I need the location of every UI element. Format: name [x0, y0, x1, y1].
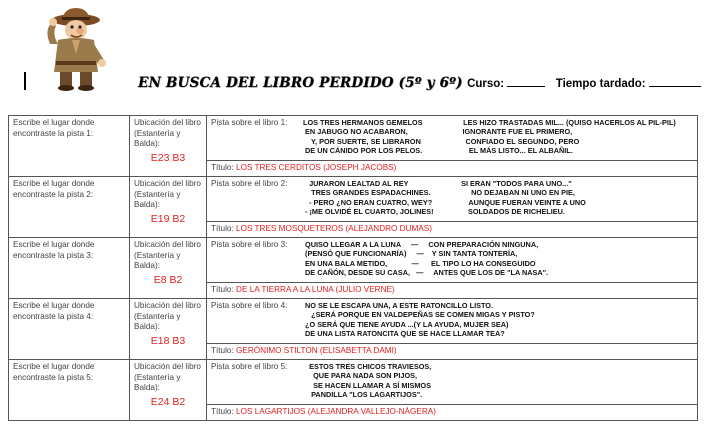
clue-cell: [207, 299, 698, 344]
location-label: Ubicación del libro (Estantería y Balda):: [134, 240, 201, 270]
book-title: LOS TRES CERDITOS (JOSEPH JACOBS): [236, 163, 397, 172]
clue-text: ESTOS TRES CHICOS TRAVIESOS, QUE PARA NADA SON PIJOS, SE HACEN LLAMAR A SÍ MISMOS PANDILLA "LOS LAGARTIJOS".: [309, 362, 432, 400]
place-label: Escribe el lugar donde encontraste la pista 5:: [13, 362, 95, 382]
worksheet-header: [138, 74, 698, 92]
clue-text: NO SE LE ESCAPA UNA, A ESTE RATONCILLO LISTO. ¿SERÁ PORQUE EN VALDEPEÑAS SE COMEN MIGAS Y PISTO? ¿O SERÁ QUE TIENE AYUDA ...(Y LA AYUDA, MUJER SEA) DE UNA LISTA RATONCITA QUE SE HACE LLAMAR TEA?: [305, 301, 535, 339]
title-label: Título:: [211, 346, 234, 355]
clue-text: QUISO LLEGAR A LA LUNA — CON PREPARACIÓN NINGUNA, (PENSÓ QUE FUNCIONARÍA) — Y SIN TANTA TONTERÍA, EN UNA BALA METIDO, — EL TIPO LO HA CONSEGUIDO DE CAÑÓN, DESDE SU CASA, — ANTES QUE LOS DE "LA NASA".: [305, 240, 549, 278]
location-label: Ubicación del libro (Estantería y Balda):: [134, 179, 201, 209]
title-cell[interactable]: [207, 161, 698, 177]
clue-cell: [207, 360, 698, 405]
curso-blank-field[interactable]: [507, 86, 545, 87]
page-title: EN BUSCA DEL LIBRO PERDIDO (5º y 6º): [138, 75, 463, 91]
place-label: Escribe el lugar donde encontraste la pista 2:: [13, 179, 95, 199]
title-label: Título:: [211, 224, 234, 233]
location-cell[interactable]: [130, 299, 207, 360]
location-cell[interactable]: [130, 116, 207, 177]
location-code: E18 B3: [150, 334, 186, 347]
location-label: Ubicación del libro (Estantería y Balda):: [134, 301, 201, 331]
location-code: E24 B2: [150, 395, 186, 408]
title-label: Título:: [211, 407, 234, 416]
clue-label: Pista sobre el libro 3:: [211, 240, 288, 249]
book-title: GERÓNIMO STILTON (ELISABETTA DAMI): [236, 346, 397, 355]
title-cell[interactable]: [207, 222, 698, 238]
place-label: Escribe el lugar donde encontraste la pista 4:: [13, 301, 95, 321]
title-cell[interactable]: [207, 283, 698, 299]
clue-cell: [207, 238, 698, 283]
location-code: E8 B2: [153, 273, 183, 286]
explorer-mascot-icon: [42, 6, 114, 92]
clue-label: Pista sobre el libro 1:: [211, 118, 288, 127]
text-cursor-mark: [24, 72, 26, 90]
table-row: [9, 238, 698, 283]
clue-label: Pista sobre el libro 2:: [211, 179, 288, 188]
table-row: [9, 116, 698, 161]
title-cell[interactable]: [207, 405, 698, 421]
book-title: LOS TRES MOSQUETEROS (ALEJANDRO DUMAS): [236, 224, 432, 233]
clue-label: Pista sobre el libro 5:: [211, 362, 288, 371]
clue-label: Pista sobre el libro 4:: [211, 301, 288, 310]
table-row: [9, 360, 698, 405]
place-cell[interactable]: [9, 299, 130, 360]
clue-text: LOS TRES HERMANOS GEMELOS LES HIZO TRASTADAS MIL... (QUISO HACERLOS AL PIL-PIL) EN JABUGO NO ACABARON, IGNORANTE FUE EL PRIMERO, Y, POR SUERTE, SE LIBRARON CONFIADO EL SEGUNDO, PERO DE UN CÁNIDO POR LOS PELOS. EL MÁS LISTO... EL ALBAÑIL.: [303, 118, 676, 156]
location-label: Ubicación del libro (Estantería y Balda):: [134, 118, 201, 148]
tiempo-label: Tiempo tardado:: [555, 78, 646, 90]
place-cell[interactable]: [9, 116, 130, 177]
tiempo-blank-field[interactable]: [649, 86, 701, 87]
place-label: Escribe el lugar donde encontraste la pista 3:: [13, 240, 95, 260]
table-row: [9, 177, 698, 222]
clue-text: JURARON LEALTAD AL REY SI ERAN "TODOS PARA UNO..." TRES GRANDES ESPADACHINES. NO DEJABAN NI UNO EN PIE, - PERO ¿NO ERAN CUATRO, WEY? AUNQUE FUERAN VEINTE A UNO - ¡ME OLVIDÉ EL CUARTO, JOLINES! SOLDADOS DE RICHELIEU.: [305, 179, 586, 217]
location-cell[interactable]: [130, 360, 207, 421]
table-row: [9, 299, 698, 344]
place-label: Escribe el lugar donde encontraste la pista 1:: [13, 118, 95, 138]
place-cell[interactable]: [9, 177, 130, 238]
clue-cell: [207, 116, 698, 161]
clue-cell: [207, 177, 698, 222]
title-label: Título:: [211, 163, 234, 172]
location-cell[interactable]: [130, 238, 207, 299]
location-code: E23 B3: [150, 151, 186, 164]
book-title: LOS LAGARTIJOS (ALEJANDRA VALLEJO-NÁGERA): [236, 407, 436, 416]
clue-table: [8, 115, 698, 421]
place-cell[interactable]: [9, 360, 130, 421]
location-cell[interactable]: [130, 177, 207, 238]
location-code: E19 B2: [150, 212, 186, 225]
location-label: Ubicación del libro (Estantería y Balda):: [134, 362, 201, 392]
book-title: DE LA TIERRA A LA LUNA (JULIO VERNE): [236, 285, 395, 294]
title-cell[interactable]: [207, 344, 698, 360]
place-cell[interactable]: [9, 238, 130, 299]
curso-label: Curso:: [467, 78, 505, 90]
title-label: Título:: [211, 285, 234, 294]
